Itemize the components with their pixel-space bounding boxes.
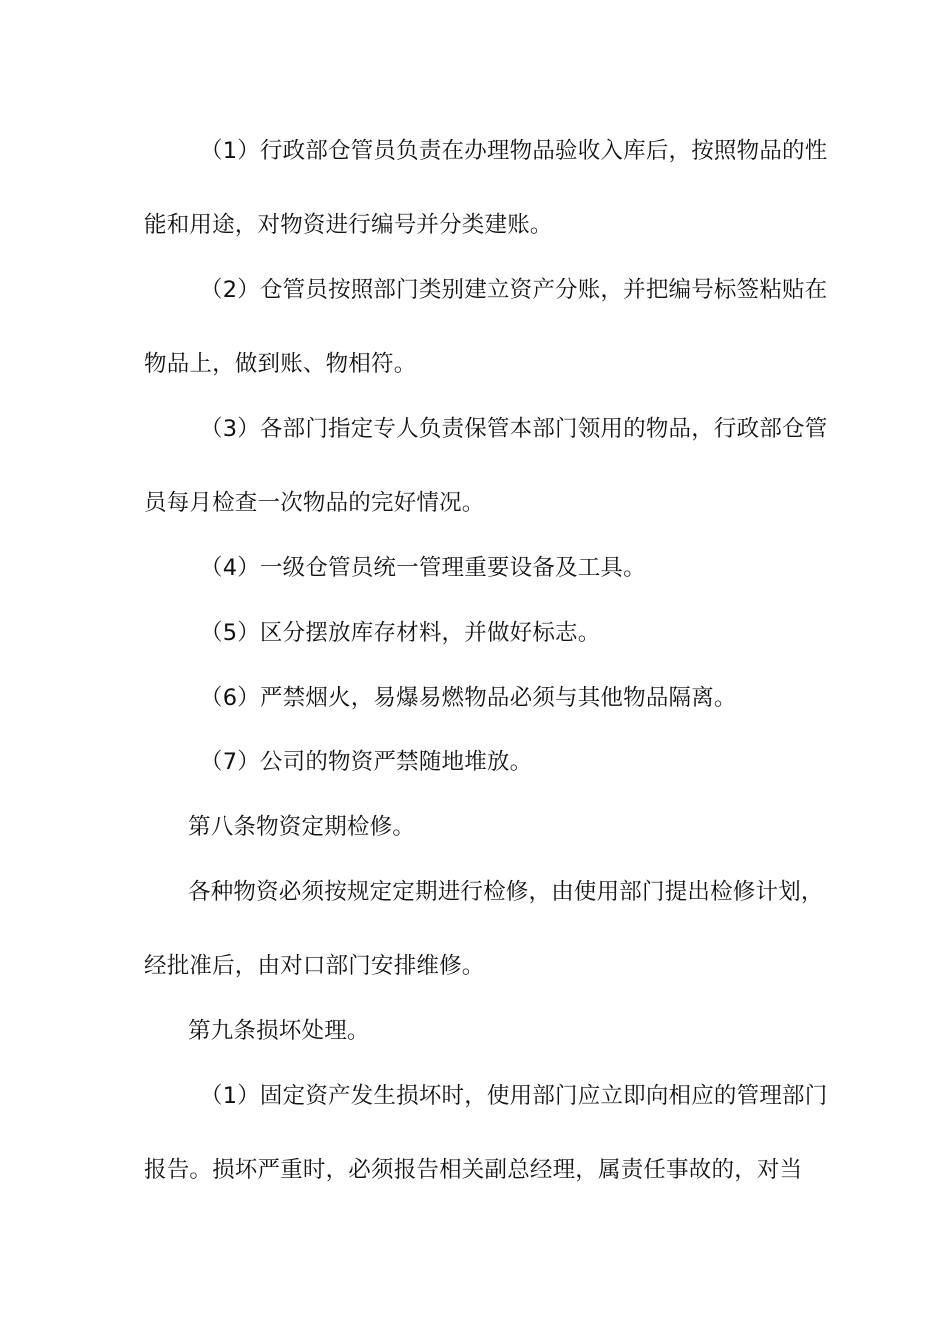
paragraph-line: （5）区分摆放库存材料，并做好标志。	[200, 620, 601, 646]
article-heading: 第八条物资定期检修。	[188, 814, 416, 840]
article-heading: 第九条损坏处理。	[188, 1018, 370, 1044]
paragraph-line: （7）公司的物资严禁随地堆放。	[200, 749, 533, 775]
paragraph-line: 经批准后，由对口部门安排维修。	[144, 953, 485, 979]
paragraph-line: 员每月检查一次物品的完好情况。	[144, 490, 485, 516]
paragraph-line: 报告。损坏严重时，必须报告相关副总经理，属责任事故的，对当	[144, 1157, 803, 1183]
paragraph-line: 能和用途，对物资进行编号并分类建账。	[144, 212, 553, 238]
paragraph-line: 物品上，做到账、物相符。	[144, 351, 417, 377]
paragraph-line: （4）一级仓管员统一管理重要设备及工具。	[200, 555, 646, 581]
paragraph-line: （6）严禁烟火，易爆易燃物品必须与其他物品隔离。	[200, 685, 737, 711]
paragraph-line: 各种物资必须按规定定期进行检修，由使用部门提出检修计划，	[188, 879, 824, 905]
paragraph-line: （1）行政部仓管员负责在办理物品验收入库后，按照物品的性	[200, 138, 828, 164]
paragraph-line: （2）仓管员按照部门类别建立资产分账，并把编号标签粘贴在	[200, 277, 828, 303]
paragraph-line: （1）固定资产发生损坏时，使用部门应立即向相应的管理部门	[200, 1083, 828, 1109]
paragraph-line: （3）各部门指定专人负责保管本部门领用的物品，行政部仓管	[200, 416, 828, 442]
